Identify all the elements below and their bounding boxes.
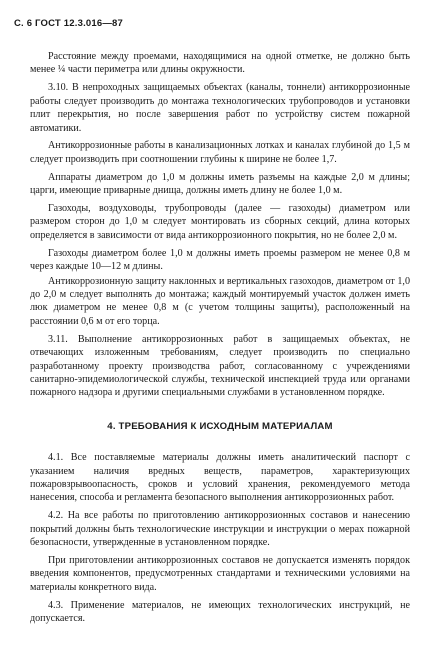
paragraph: Антикоррозионную защиту наклонных и вертикальных газоходов, диаметром от 1,0 до 2,0 м следует выполнять до монтажа; каждый монтируемый участок должен иметь люк диаметром не менее 0,8 м (с учетом толщины защиты), расположенный на расстоянии 0,6 м от его торца. xyxy=(30,275,410,327)
paragraph: 4.3. Применение материалов, не имеющих технологических инструкций, не допускается. xyxy=(30,599,410,625)
paragraph: 3.11. Выполнение антикоррозионных работ в защищаемых объектах, не отвечающих изложенным требованиям, следует производить по специально разработанному проекту производства работ, согласованному с учреждениями санитарно-эпидемиологической службы, технической инспекцией труда или органами пожарного надзора и другими специальными службами в установленном порядке. xyxy=(30,333,410,399)
document-body xyxy=(30,50,410,630)
paragraph: 3.10. В непроходных защищаемых объектах (каналы, тоннели) антикоррозионные работы следует производить до монтажа технологических трубопроводов и установки плит перекрытия, но после завершения работ по устройству систем пожарной автоматики. xyxy=(30,82,410,134)
paragraph: Аппараты диаметром до 1,0 м должны иметь разъемы на каждые 2,0 м длины; царги, имеющие приварные днища, должны иметь длину не более 1,0 м. xyxy=(30,171,410,197)
paragraph: Газоходы, воздуховоды, трубопроводы (далее — газоходы) диаметром или размером сторон до 1,0 м следует монтировать из сборных секций, длина которых определяется в зависимости от вида антикоррозионного покрытия, но не более 2,0 м. xyxy=(30,203,410,241)
paragraph: При приготовлении антикоррозионных составов не допускается изменять порядок введения компонентов, предусмотренных стандартами и техническими условиями на материалы конкретного вида. xyxy=(30,555,410,593)
paragraph: Газоходы диаметром более 1,0 м должны иметь проемы размером не менее 0,8 м через каждые 10—12 м длины. xyxy=(30,247,410,273)
paragraph: 4.1. Все поставляемые материалы должны иметь аналитический паспорт с указанием наличия вредных веществ, параметров, характеризующих пожаровзрывоопасность, сроков и условий хранения, рекомендуемого метода нанесения, способа и регламента безопасного выполнения антикоррозионных работ. xyxy=(30,452,410,504)
section-heading: 4. ТРЕБОВАНИЯ К ИСХОДНЫМ МАТЕРИАЛАМ xyxy=(107,420,333,432)
paragraph: Расстояние между проемами, находящимися на одной отметке, не должно быть менее ¼ части периметра или длины окружности. xyxy=(30,51,410,76)
paragraph: Антикоррозионные работы в канализационных лотках и каналах глубиной до 1,5 м следует производить при соотношении глубины к ширине не более 1,7. xyxy=(30,140,410,165)
paragraph: 4.2. На все работы по приготовлению антикоррозионных составов и нанесению покрытий должны быть технологические инструкции и инструкции о мерах пожарной безопасности, утвержденные в установленном порядке. xyxy=(30,510,410,549)
page-header: С. 6 ГОСТ 12.3.016—87 xyxy=(14,18,124,29)
